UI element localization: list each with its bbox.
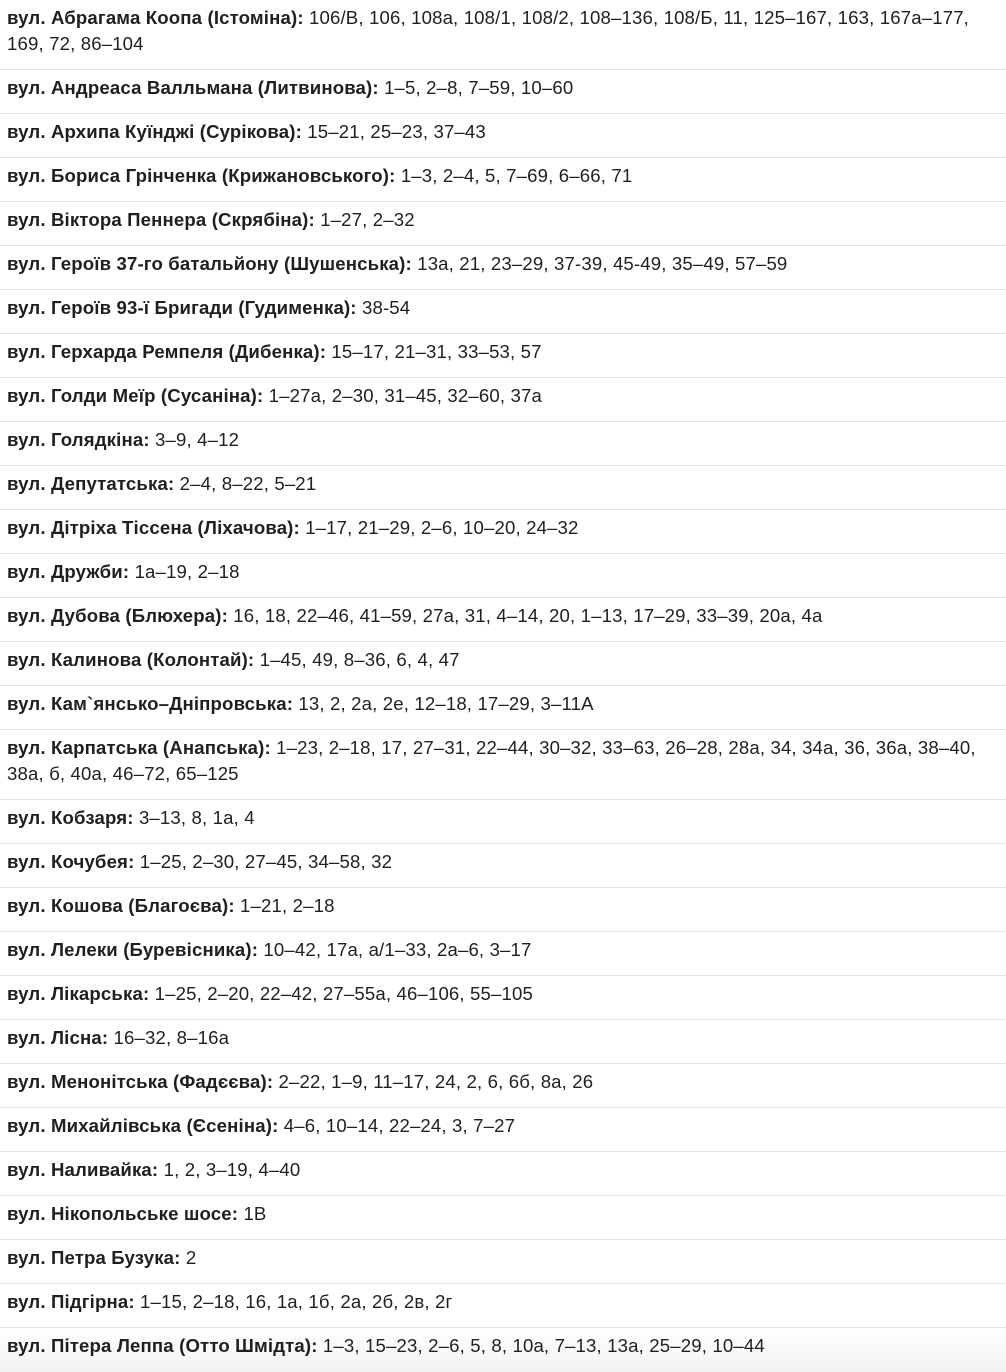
list-item: вул. Героїв 37-го батальйону (Шушенська): 13а, 21, 23–29, 37-39, 45-49, 35–49, 57–59 [0, 246, 1006, 290]
street-name: вул. Героїв 93-ї Бригади (Гудименка) [7, 297, 351, 318]
list-item: вул. Бориса Грінченка (Крижановського): 1–3, 2–4, 5, 7–69, 6–66, 71 [0, 158, 1006, 202]
street-name: вул. Лісна [7, 1027, 102, 1048]
house-numbers: 1–25, 2–30, 27–45, 34–58, 32 [139, 851, 393, 872]
street-name: вул. Наливайка [7, 1159, 152, 1180]
house-numbers: 16, 18, 22–46, 41–59, 27а, 31, 4–14, 20, 1–13, 17–29, 33–39, 20а, 4а [233, 605, 823, 626]
street-name: вул. Кобзаря [7, 807, 128, 828]
house-numbers: 13а, 21, 23–29, 37-39, 45-49, 35–49, 57–59 [417, 253, 788, 274]
house-numbers: 106/В, 106, 108а, 108/1, 108/2, 108–136, 108/Б, 11, 125–167, 163, 167а–177, 169, 72, 86–104 [7, 7, 970, 54]
street-name: вул. Дубова (Блюхера) [7, 605, 222, 626]
list-item: вул. Лісна: 16–32, 8–16а [0, 1020, 1006, 1064]
list-item: вул. Кочубея: 1–25, 2–30, 27–45, 34–58, 32 [0, 844, 1006, 888]
house-numbers: 1–3, 2–4, 5, 7–69, 6–66, 71 [400, 165, 633, 186]
street-name: вул. Депутатська [7, 473, 168, 494]
house-numbers: 3–13, 8, 1а, 4 [138, 807, 255, 828]
street-name: вул. Андреаса Валльмана (Литвинова) [7, 77, 373, 98]
street-name: вул. Карпатська (Анапська) [7, 737, 265, 758]
list-item: вул. Петра Бузука: 2 [0, 1240, 1006, 1284]
street-name: вул. Калинова (Колонтай) [7, 649, 248, 670]
house-numbers: 16–32, 8–16а [113, 1027, 230, 1048]
list-item: вул. Депутатська: 2–4, 8–22, 5–21 [0, 466, 1006, 510]
street-name: вул. Героїв 37-го батальйону (Шушенська) [7, 253, 406, 274]
house-numbers: 4–6, 10–14, 22–24, 3, 7–27 [283, 1115, 516, 1136]
street-name: вул. Нікопольське шосе [7, 1203, 232, 1224]
street-name: вул. Кочубея [7, 851, 129, 872]
house-numbers: 2 [185, 1247, 197, 1268]
house-numbers: 13, 2, 2а, 2е, 12–18, 17–29, 3–11А [298, 693, 594, 714]
list-item: вул. Дубова (Блюхера): 16, 18, 22–46, 41–59, 27а, 31, 4–14, 20, 1–13, 17–29, 33–39, 20а, 4а [0, 598, 1006, 642]
list-item: вул. Кам`янсько–Дніпровська: 13, 2, 2а, 2е, 12–18, 17–29, 3–11А [0, 686, 1006, 730]
house-numbers: 1, 2, 3–19, 4–40 [163, 1159, 301, 1180]
house-numbers: 1–15, 2–18, 16, 1а, 1б, 2а, 2б, 2в, 2г [140, 1291, 453, 1312]
list-item: вул. Голядкіна: 3–9, 4–12 [0, 422, 1006, 466]
house-numbers: 1–25, 2–20, 22–42, 27–55а, 46–106, 55–105 [154, 983, 534, 1004]
list-item: вул. Абрагама Коопа (Істоміна): 106/В, 106, 108а, 108/1, 108/2, 108–136, 108/Б, 11, 125–167, 163, 167а–177, 169, 72, 86–104 [0, 0, 1006, 70]
street-name: вул. Бориса Грінченка (Крижановського) [7, 165, 390, 186]
house-numbers: 1–21, 2–18 [240, 895, 335, 916]
street-name: вул. Менонітська (Фадєєва) [7, 1071, 267, 1092]
house-numbers: 1В [243, 1203, 267, 1224]
list-item: вул. Героїв 93-ї Бригади (Гудименка): 38-54 [0, 290, 1006, 334]
street-name: вул. Голядкіна [7, 429, 144, 450]
street-name: вул. Дружби [7, 561, 123, 582]
list-item: вул. Карпатська (Анапська): 1–23, 2–18, 17, 27–31, 22–44, 30–32, 33–63, 26–28, 28а, 34, 34а, 36, 36а, 38–40, 38а, б, 40а, 46–72, 65–125 [0, 730, 1006, 800]
street-name: вул. Лікарська [7, 983, 143, 1004]
street-name: вул. Лелеки (Буревісника) [7, 939, 252, 960]
list-item: вул. Лелеки (Буревісника): 10–42, 17а, а/1–33, 2а–6, 3–17 [0, 932, 1006, 976]
street-name: вул. Петра Бузука [7, 1247, 175, 1268]
list-item: вул. Підгірна: 1–15, 2–18, 16, 1а, 1б, 2а, 2б, 2в, 2г [0, 1284, 1006, 1328]
street-name: вул. Пітера Леппа (Отто Шмідта) [7, 1335, 312, 1356]
list-item: вул. Кошова (Благоєва): 1–21, 2–18 [0, 888, 1006, 932]
street-name: вул. Михайлівська (Єсеніна) [7, 1115, 273, 1136]
house-numbers: 1–5, 2–8, 7–59, 10–60 [384, 77, 574, 98]
list-item: вул. Голди Меїр (Сусаніна): 1–27а, 2–30, 31–45, 32–60, 37а [0, 378, 1006, 422]
list-item: вул. Дітріха Тіссена (Ліхачова): 1–17, 21–29, 2–6, 10–20, 24–32 [0, 510, 1006, 554]
street-name: вул. Голди Меїр (Сусаніна) [7, 385, 257, 406]
house-numbers: 38-54 [361, 297, 411, 318]
street-name: вул. Віктора Пеннера (Скрябіна) [7, 209, 309, 230]
house-numbers: 2–4, 8–22, 5–21 [179, 473, 317, 494]
street-name: вул. Герхарда Ремпеля (Дибенка) [7, 341, 320, 362]
house-numbers: 1–3, 15–23, 2–6, 5, 8, 10а, 7–13, 13а, 25–29, 10–44 [322, 1335, 765, 1356]
house-numbers: 1–23, 2–18, 17, 27–31, 22–44, 30–32, 33–63, 26–28, 28а, 34, 34а, 36, 36а, 38–40, 38а, б, 40а, 46–72, 65–125 [7, 737, 976, 784]
house-numbers: 1–17, 21–29, 2–6, 10–20, 24–32 [305, 517, 579, 538]
street-name: вул. Кам`янсько–Дніпровська [7, 693, 287, 714]
list-item: вул. Дружби: 1а–19, 2–18 [0, 554, 1006, 598]
house-numbers: 1–27а, 2–30, 31–45, 32–60, 37а [268, 385, 542, 406]
street-name: вул. Підгірна [7, 1291, 129, 1312]
street-name: вул. Кошова (Благоєва) [7, 895, 229, 916]
house-numbers: 1–45, 49, 8–36, 6, 4, 47 [259, 649, 460, 670]
list-item: вул. Лікарська: 1–25, 2–20, 22–42, 27–55а, 46–106, 55–105 [0, 976, 1006, 1020]
list-item: вул. Андреаса Валльмана (Литвинова): 1–5, 2–8, 7–59, 10–60 [0, 70, 1006, 114]
house-numbers: 1–27, 2–32 [320, 209, 415, 230]
house-numbers: 15–21, 25–23, 37–43 [307, 121, 486, 142]
list-item: вул. Кобзаря: 3–13, 8, 1а, 4 [0, 800, 1006, 844]
house-numbers: 1а–19, 2–18 [134, 561, 240, 582]
list-item: вул. Нікопольське шосе: 1В [0, 1196, 1006, 1240]
list-item: вул. Архипа Куїнджі (Сурікова): 15–21, 25–23, 37–43 [0, 114, 1006, 158]
street-name: вул. Архипа Куїнджі (Сурікова) [7, 121, 296, 142]
street-name: вул. Абрагама Коопа (Істоміна) [7, 7, 298, 28]
list-item: вул. Герхарда Ремпеля (Дибенка): 15–17, 21–31, 33–53, 57 [0, 334, 1006, 378]
list-item: вул. Пітера Леппа (Отто Шмідта): 1–3, 15–23, 2–6, 5, 8, 10а, 7–13, 13а, 25–29, 10–44 [0, 1328, 1006, 1372]
list-item: вул. Менонітська (Фадєєва): 2–22, 1–9, 11–17, 24, 2, 6, 6б, 8а, 26 [0, 1064, 1006, 1108]
list-item: вул. Наливайка: 1, 2, 3–19, 4–40 [0, 1152, 1006, 1196]
house-numbers: 10–42, 17а, а/1–33, 2а–6, 3–17 [263, 939, 532, 960]
house-numbers: 15–17, 21–31, 33–53, 57 [331, 341, 542, 362]
street-name: вул. Дітріха Тіссена (Ліхачова) [7, 517, 294, 538]
list-item: вул. Калинова (Колонтай): 1–45, 49, 8–36, 6, 4, 47 [0, 642, 1006, 686]
house-numbers: 2–22, 1–9, 11–17, 24, 2, 6, 6б, 8а, 26 [278, 1071, 594, 1092]
house-numbers: 3–9, 4–12 [155, 429, 240, 450]
list-item: вул. Віктора Пеннера (Скрябіна): 1–27, 2–32 [0, 202, 1006, 246]
list-item: вул. Михайлівська (Єсеніна): 4–6, 10–14, 22–24, 3, 7–27 [0, 1108, 1006, 1152]
